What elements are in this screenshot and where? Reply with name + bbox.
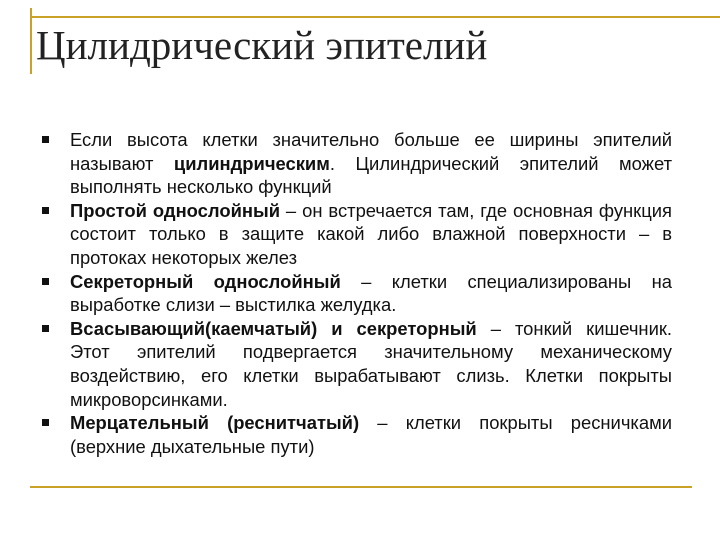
list-item	[42, 317, 672, 411]
list-item	[42, 199, 672, 270]
left-accent-line	[30, 8, 32, 74]
item-text: – он встречается там, где основная функция состоит только в защите какой либо влажной поверхности – в протоках некоторых желез	[70, 199, 672, 268]
bullet-square-icon	[42, 419, 49, 426]
item-bold-term: цилиндрическим	[173, 152, 330, 174]
item-text: Если высота клетки значительно больше ее ширины эпителий называют	[70, 129, 672, 174]
item-bold-term: Всасывающий(каемчатый) и секреторный	[70, 317, 477, 339]
item-text: – тонкий кишечник. Этот эпителий подвергается значительному механическому воздействию, его клетки вырабатывают слизь. Клетки покрыты микроворсинками.	[70, 317, 673, 410]
list-item	[42, 128, 672, 199]
item-bold-term: Простой однослойный	[70, 199, 280, 221]
bullet-square-icon	[42, 325, 49, 332]
bullet-square-icon	[42, 278, 49, 285]
item-bold-term: Мерцательный (реснитчатый)	[70, 412, 360, 434]
bullet-square-icon	[42, 207, 49, 214]
item-text: . Цилиндрический эпителий может выполнять несколько функций	[70, 152, 672, 198]
slide-title: Цилидрический эпителий	[36, 22, 488, 68]
list-item	[42, 270, 672, 317]
bullet-list	[42, 128, 672, 458]
item-text: – клетки покрыты ресничками (верхние дыхательные пути)	[70, 412, 672, 457]
bottom-divider	[30, 486, 692, 488]
bullet-square-icon	[42, 136, 49, 143]
item-bold-term: Секреторный однослойный	[70, 270, 341, 292]
item-text: – клетки специализированы на выработке слизи – выстилка желудка.	[70, 270, 673, 316]
list-item	[42, 411, 672, 458]
